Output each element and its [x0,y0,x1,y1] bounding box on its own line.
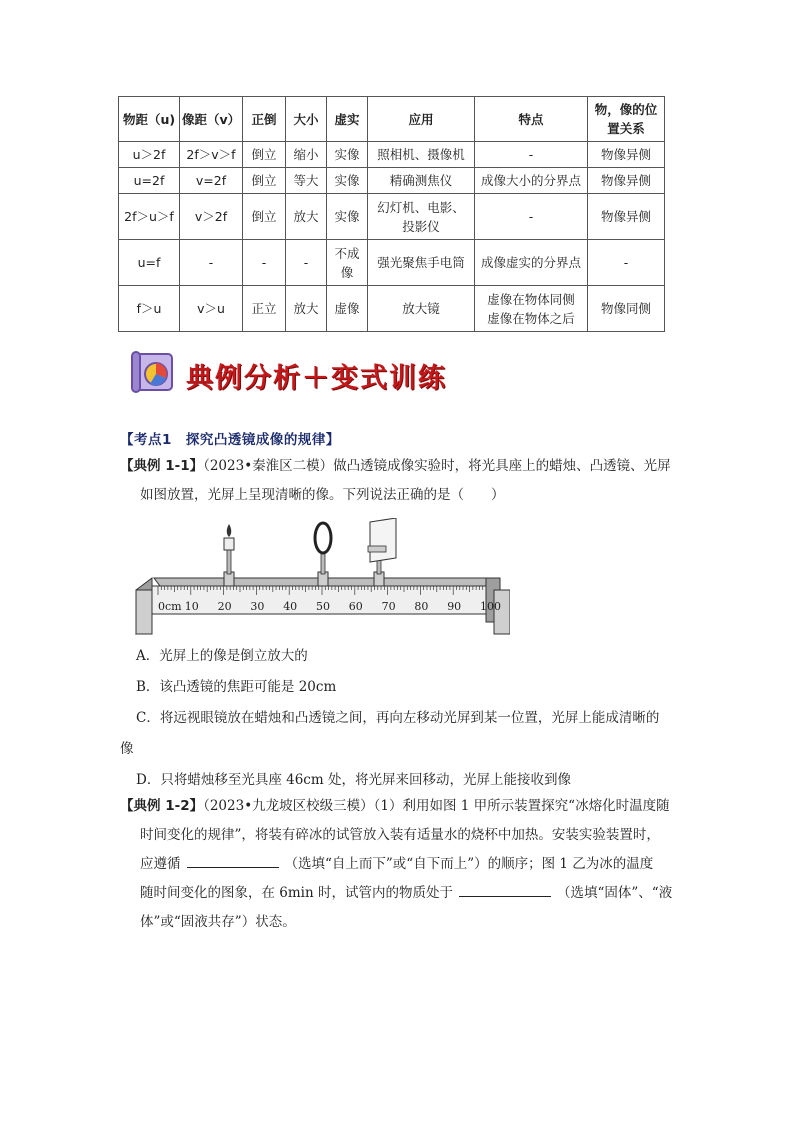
ruler-label: 40 [283,600,298,613]
light-screen [368,518,396,586]
ruler-label: 20 [217,600,232,613]
table-cell: 精确测焦仪 [368,168,475,194]
question-text-line: 随时间变化的图象，在 6min 时，试管内的物质处于 [140,885,453,901]
section-heading: 【考点1 探究凸透镜成像的规律】 [120,432,340,448]
table-row [119,286,665,332]
table-cell: v=2f [180,168,243,194]
table-cell: 等大 [286,168,327,194]
question-tag: 【典例 1-2】 [120,798,204,814]
table-cell: 物像异侧 [588,194,665,240]
table-row [119,194,665,240]
ruler-label: 100 [480,600,501,613]
header-object-distance: 物距（u) [119,97,180,142]
header-size: 大小 [286,97,327,142]
ruler-label: 0cm [158,600,182,613]
table-header-row [119,97,665,142]
question-text-line: （选填“固体”、“液 [557,885,673,901]
question-text-line: 时间变化的规律”，将装有碎冰的试管放入装有适量水的烧杯中加热。安装实验装置时， [140,827,660,843]
table-cell: 实像 [327,168,368,194]
table-cell: 不成 像 [327,240,368,286]
table-cell: 物像异侧 [588,142,665,168]
table-cell: 照相机、摄像机 [368,142,475,168]
header-image-distance: 像距（v） [180,97,243,142]
table-cell: u＞2f [119,142,180,168]
header-real-virtual: 虚实 [327,97,368,142]
question-text-line: 体”或“固液共存”）状态。 [140,914,296,930]
scroll-chart-icon [130,350,184,396]
question-1-2 [120,792,680,937]
lens-imaging-table [118,96,665,332]
table-cell: u=2f [119,168,180,194]
table-cell: 强光聚焦手电筒 [368,240,475,286]
table-cell: - [180,240,243,286]
table-cell: 倒立 [243,142,286,168]
table-cell: 放大 [286,194,327,240]
candle [224,524,234,586]
table-cell: 物像异侧 [588,168,665,194]
table-cell: 2f＞u＞f [119,194,180,240]
table-cell: 虚像在物体同侧 虚像在物体之后 [475,286,588,332]
ruler-label: 50 [316,600,330,613]
option-b: B．该凸透镜的焦距可能是 20cm [136,679,337,695]
section-banner [130,350,460,396]
table-cell: 虚像 [327,286,368,332]
table-cell: u=f [119,240,180,286]
table-row [119,240,665,286]
banner-title: 典例分析＋变式训练 [186,363,447,394]
table-cell: 倒立 [243,194,286,240]
header-position-relation: 物，像的位 置关系 [588,97,665,142]
question-text-line: 应遵循 [140,856,181,872]
question-1-1 [120,452,680,510]
table-cell: 正立 [243,286,286,332]
header-feature: 特点 [475,97,588,142]
table-cell: 物像同侧 [588,286,665,332]
header-orientation: 正倒 [243,97,286,142]
table-cell: 倒立 [243,168,286,194]
table-cell: - [286,240,327,286]
table-cell: 实像 [327,142,368,168]
table-cell: 幻灯机、电影、 投影仪 [368,194,475,240]
table-cell: 缩小 [286,142,327,168]
ruler-label: 10 [184,600,199,613]
table-cell: f＞u [119,286,180,332]
table-cell: v＞2f [180,194,243,240]
table-cell: 2f＞v＞f [180,142,243,168]
optical-bench-figure [130,518,510,636]
ruler-label: 90 [447,600,462,613]
table-cell: 成像大小的分界点 [475,168,588,194]
option-c: C．将远视眼镜放在蜡烛和凸透镜之间，再向左移动光屏到某一位置，光屏上能成清晰的 [136,710,660,726]
table-cell: - [475,142,588,168]
answer-blank-2[interactable] [459,882,551,897]
table-cell: 放大 [286,286,327,332]
table-cell: 实像 [327,194,368,240]
ruler-label: 30 [250,600,265,613]
convex-lens [315,523,331,586]
option-d: D．只将蜡烛移至光具座 46cm 处，将光屏来回移动，光屏上能接收到像 [136,772,571,788]
table-cell: - [243,240,286,286]
option-c-continued: 像 [120,741,134,757]
question-text-line: 如图放置，光屏上呈现清晰的像。下列说法正确的是（ ） [140,487,505,503]
table-cell: 成像虚实的分界点 [475,240,588,286]
table-cell: - [475,194,588,240]
table-cell: - [588,240,665,286]
ruler-label: 80 [414,600,429,613]
table-cell: 放大镜 [368,286,475,332]
question-text-line: （选填“自上而下”或“自下而上”）的顺序；图 1 乙为冰的温度 [284,856,654,872]
table-row [119,168,665,194]
question-tag: 【典例 1-1】 [120,458,204,474]
question-text-line: （2023•秦淮区二模）做凸透镜成像实验时，将光具座上的蜡烛、凸透镜、光屏 [203,458,671,474]
ruler-label: 70 [381,600,396,613]
table-cell: v＞u [180,286,243,332]
header-application: 应用 [368,97,475,142]
table-row [119,142,665,168]
option-a: A．光屏上的像是倒立放大的 [136,648,308,664]
ruler-label: 60 [348,600,363,613]
answer-blank-1[interactable] [187,853,279,868]
question-text-line: （2023•九龙坡区校级三模）（1）利用如图 1 甲所示装置探究“冰熔化时温度随 [203,798,670,814]
